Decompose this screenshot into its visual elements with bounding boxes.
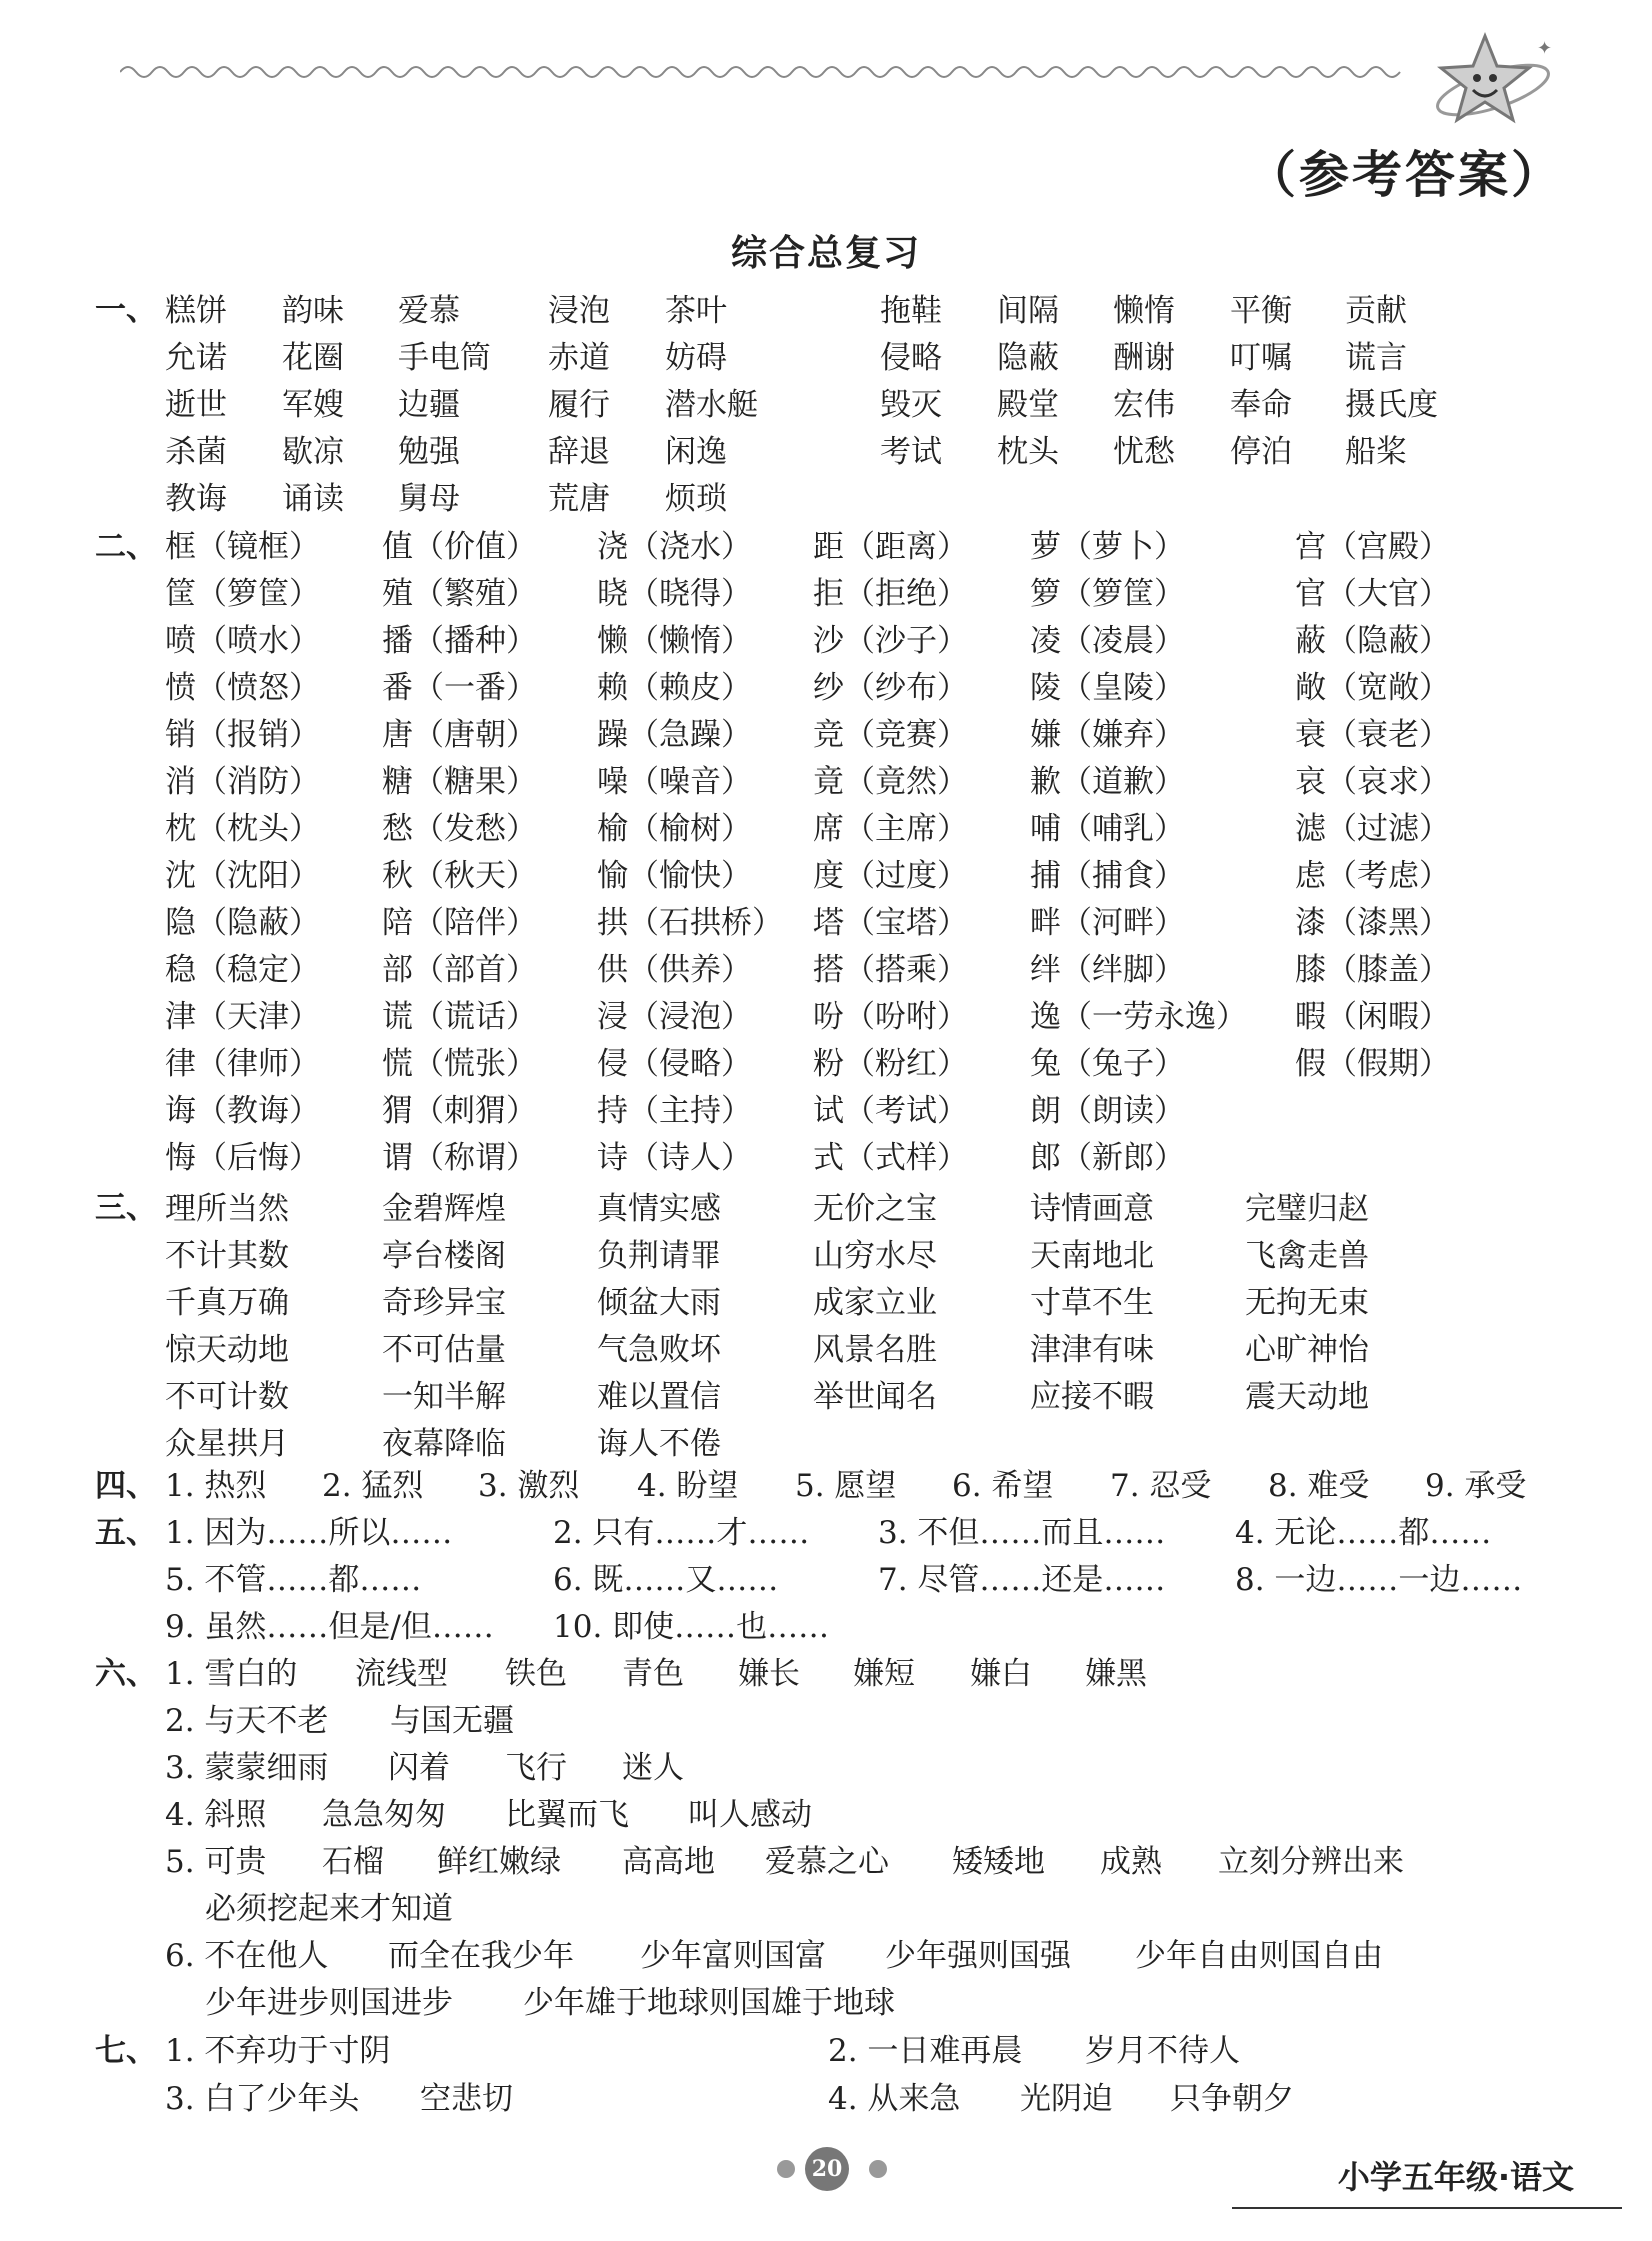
char-word-pair: 膝（膝盖） (1295, 952, 1450, 988)
char-word-pair: 漆（漆黑） (1295, 905, 1450, 941)
fill-in-answer: 嫌短 (853, 1656, 915, 1692)
char-word-pair: 诗（诗人） (597, 1140, 752, 1176)
fill-in-answer: 叫人感动 (688, 1797, 812, 1833)
char-word-pair: 猬（刺猬） (382, 1093, 537, 1129)
idiom: 不可估量 (382, 1332, 506, 1368)
char-word-pair: 谓（称谓） (382, 1140, 537, 1176)
char-word-pair: 陵（皇陵） (1030, 670, 1185, 706)
fill-in-answer: 急急匆匆 (322, 1797, 446, 1833)
idiom: 难以置信 (597, 1379, 721, 1415)
conjunction-pair: 8. 一边……一边…… (1235, 1562, 1523, 1598)
vocab-word: 懒惰 (1113, 293, 1175, 329)
char-word-pair: 稳（稳定） (165, 952, 320, 988)
conjunction-pair: 2. 只有……才…… (553, 1515, 810, 1551)
numbered-answer: 9. 承受 (1425, 1468, 1527, 1504)
vocab-word: 忧愁 (1113, 434, 1175, 470)
fill-in-answer: 嫌黑 (1085, 1656, 1147, 1692)
idiom: 津津有味 (1030, 1332, 1154, 1368)
char-word-pair: 敞（宽敞） (1295, 670, 1450, 706)
char-word-pair: 粉（粉红） (813, 1046, 968, 1082)
char-word-pair: 隐（隐蔽） (165, 905, 320, 941)
part-label: 六、 (95, 1656, 157, 1692)
idiom: 不计其数 (165, 1238, 289, 1274)
poem-line: 3. 白了少年头 (165, 2081, 360, 2117)
conjunction-pair: 10. 即使……也…… (553, 1609, 830, 1645)
fill-in-answer: 爱慕之心 (765, 1844, 889, 1880)
vocab-word: 爱慕 (398, 293, 460, 329)
char-word-pair: 悔（后悔） (165, 1140, 320, 1176)
numbered-answer: 1. 热烈 (165, 1468, 267, 1504)
idiom: 风景名胜 (813, 1332, 937, 1368)
vocab-word: 手电筒 (398, 340, 491, 376)
bullet-dot (777, 2160, 795, 2178)
fill-in-answer: 必须挖起来才知道 (205, 1891, 453, 1927)
fill-in-answer: 立刻分辨出来 (1218, 1844, 1404, 1880)
vocab-word: 履行 (548, 387, 610, 423)
char-word-pair: 竟（竟然） (813, 764, 968, 800)
char-word-pair: 逸（一劳永逸） (1030, 999, 1247, 1035)
poem-line: 光阴迫 (1020, 2081, 1113, 2117)
char-word-pair: 哺（哺乳） (1030, 811, 1185, 847)
char-word-pair: 律（律师） (165, 1046, 320, 1082)
char-word-pair: 沙（沙子） (813, 623, 968, 659)
char-word-pair: 枕（枕头） (165, 811, 320, 847)
idiom: 完璧归赵 (1245, 1191, 1369, 1227)
vocab-word: 侵略 (880, 340, 942, 376)
numbered-answer: 5. 愿望 (795, 1468, 897, 1504)
char-word-pair: 箩（箩筐） (1030, 576, 1185, 612)
idiom: 诗情画意 (1030, 1191, 1154, 1227)
vocab-word: 间隔 (997, 293, 1059, 329)
idiom: 举世闻名 (813, 1379, 937, 1415)
vocab-word: 枕头 (997, 434, 1059, 470)
char-word-pair: 度（过度） (813, 858, 968, 894)
fill-in-answer: 矮矮地 (952, 1844, 1045, 1880)
vocab-word: 考试 (880, 434, 942, 470)
idiom: 寸草不生 (1030, 1285, 1154, 1321)
vocab-word: 军嫂 (282, 387, 344, 423)
idiom: 倾盆大雨 (597, 1285, 721, 1321)
fill-in-answer: 少年雄于地球则国雄于地球 (523, 1985, 895, 2021)
char-word-pair: 愤（愤怒） (165, 670, 320, 706)
conjunction-pair: 7. 尽管……还是…… (878, 1562, 1166, 1598)
poem-line: 空悲切 (420, 2081, 513, 2117)
poem-line: 4. 从来急 (828, 2081, 961, 2117)
vocab-word: 潜水艇 (665, 387, 758, 423)
vocab-word: 勉强 (398, 434, 460, 470)
vocab-word: 杀菌 (165, 434, 227, 470)
vocab-word: 歇凉 (282, 434, 344, 470)
answer-title: （参考答案） (1246, 146, 1564, 204)
fill-in-answer: 4. 斜照 (165, 1797, 267, 1833)
part-label: 七、 (95, 2033, 157, 2069)
char-word-pair: 拒（拒绝） (813, 576, 968, 612)
char-word-pair: 糖（糖果） (382, 764, 537, 800)
idiom: 山穷水尽 (813, 1238, 937, 1274)
idiom: 心旷神怡 (1245, 1332, 1369, 1368)
char-word-pair: 绊（绊脚） (1030, 952, 1185, 988)
vocab-word: 闲逸 (665, 434, 727, 470)
poem-line: 岁月不待人 (1085, 2033, 1240, 2069)
char-word-pair: 番（一番） (382, 670, 537, 706)
char-word-pair: 供（供养） (597, 952, 752, 988)
idiom: 真情实感 (597, 1191, 721, 1227)
section-title: 综合总复习 (730, 233, 921, 274)
idiom: 千真万确 (165, 1285, 289, 1321)
fill-in-answer: 闪着 (388, 1750, 450, 1786)
vocab-word: 荒唐 (548, 481, 610, 517)
char-word-pair: 蔽（隐蔽） (1295, 623, 1450, 659)
char-word-pair: 值（价值） (382, 529, 537, 565)
fill-in-answer: 5. 可贵 (165, 1844, 267, 1880)
char-word-pair: 畔（河畔） (1030, 905, 1185, 941)
vocab-word: 花圈 (282, 340, 344, 376)
svg-text:✦: ✦ (1537, 38, 1553, 59)
char-word-pair: 懒（懒惰） (597, 623, 752, 659)
page-number: 20 (805, 2147, 849, 2191)
fill-in-answer: 6. 不在他人 (165, 1938, 329, 1974)
fill-in-answer: 3. 蒙蒙细雨 (165, 1750, 329, 1786)
numbered-answer: 3. 激烈 (478, 1468, 580, 1504)
vocab-word: 浸泡 (548, 293, 610, 329)
conjunction-pair: 1. 因为……所以…… (165, 1515, 453, 1551)
fill-in-answer: 青色 (622, 1656, 684, 1692)
char-word-pair: 歉（道歉） (1030, 764, 1185, 800)
idiom: 亭台楼阁 (382, 1238, 506, 1274)
char-word-pair: 纱（纱布） (813, 670, 968, 706)
fill-in-answer: 与国无疆 (390, 1703, 514, 1739)
char-word-pair: 殖（繁殖） (382, 576, 537, 612)
char-word-pair: 嫌（嫌弃） (1030, 717, 1185, 753)
char-word-pair: 哀（哀求） (1295, 764, 1450, 800)
idiom: 天南地北 (1030, 1238, 1154, 1274)
conjunction-pair: 6. 既……又…… (553, 1562, 779, 1598)
vocab-word: 殿堂 (997, 387, 1059, 423)
footer-rule (1232, 2207, 1622, 2209)
char-word-pair: 诲（教诲） (165, 1093, 320, 1129)
char-word-pair: 兔（兔子） (1030, 1046, 1185, 1082)
char-word-pair: 谎（谎话） (382, 999, 537, 1035)
char-word-pair: 沈（沈阳） (165, 858, 320, 894)
idiom: 诲人不倦 (597, 1426, 721, 1462)
fill-in-answer: 比翼而飞 (505, 1797, 629, 1833)
vocab-word: 船桨 (1345, 434, 1407, 470)
char-word-pair: 拱（石拱桥） (597, 905, 783, 941)
fill-in-answer: 高高地 (622, 1844, 715, 1880)
char-word-pair: 式（式样） (813, 1140, 968, 1176)
idiom: 气急败坏 (597, 1332, 721, 1368)
fill-in-answer: 少年进步则国进步 (205, 1985, 453, 2021)
vocab-word: 教诲 (165, 481, 227, 517)
char-word-pair: 唐（唐朝） (382, 717, 537, 753)
vocab-word: 舅母 (398, 481, 460, 517)
char-word-pair: 官（大官） (1295, 576, 1450, 612)
vocab-word: 贡献 (1345, 293, 1407, 329)
numbered-answer: 8. 难受 (1268, 1468, 1370, 1504)
conjunction-pair: 9. 虽然……但是/但…… (165, 1609, 494, 1645)
vocab-word: 叮嘱 (1230, 340, 1292, 376)
vocab-word: 拖鞋 (880, 293, 942, 329)
fill-in-answer: 鲜红嫩绿 (437, 1844, 561, 1880)
idiom: 惊天动地 (165, 1332, 289, 1368)
fill-in-answer: 飞行 (505, 1750, 567, 1786)
vocab-word: 赤道 (548, 340, 610, 376)
char-word-pair: 塔（宝塔） (813, 905, 968, 941)
fill-in-answer: 嫌长 (738, 1656, 800, 1692)
char-word-pair: 框（镜框） (165, 529, 320, 565)
vocab-word: 辞退 (548, 434, 610, 470)
char-word-pair: 愁（发愁） (382, 811, 537, 847)
part-label: 二、 (95, 529, 157, 565)
vocab-word: 隐蔽 (997, 340, 1059, 376)
fill-in-answer: 成熟 (1100, 1844, 1162, 1880)
vocab-word: 摄氏度 (1345, 387, 1438, 423)
vocab-word: 茶叶 (665, 293, 727, 329)
char-word-pair: 津（天津） (165, 999, 320, 1035)
char-word-pair: 部（部首） (382, 952, 537, 988)
vocab-word: 边疆 (398, 387, 460, 423)
fill-in-answer: 少年强则国强 (885, 1938, 1071, 1974)
vocab-word: 诵读 (282, 481, 344, 517)
char-word-pair: 试（考试） (813, 1093, 968, 1129)
idiom: 无价之宝 (813, 1191, 937, 1227)
numbered-answer: 2. 猛烈 (322, 1468, 424, 1504)
char-word-pair: 浇（浇水） (597, 529, 752, 565)
conjunction-pair: 4. 无论……都…… (1235, 1515, 1492, 1551)
char-word-pair: 凌（凌晨） (1030, 623, 1185, 659)
poem-line: 只争朝夕 (1170, 2081, 1294, 2117)
fill-in-answer: 石榴 (322, 1844, 384, 1880)
char-word-pair: 赖（赖皮） (597, 670, 752, 706)
footer-grade-subject: 小学五年级·语文 (1337, 2158, 1574, 2196)
char-word-pair: 席（主席） (813, 811, 968, 847)
numbered-answer: 6. 希望 (952, 1468, 1054, 1504)
idiom: 理所当然 (165, 1191, 289, 1227)
vocab-word: 宏伟 (1113, 387, 1175, 423)
char-word-pair: 晓（晓得） (597, 576, 752, 612)
numbered-answer: 7. 忍受 (1110, 1468, 1212, 1504)
fill-in-answer: 铁色 (505, 1656, 567, 1692)
fill-in-answer: 而全在我少年 (388, 1938, 574, 1974)
idiom: 应接不暇 (1030, 1379, 1154, 1415)
char-word-pair: 播（播种） (382, 623, 537, 659)
char-word-pair: 筐（箩筐） (165, 576, 320, 612)
char-word-pair: 愉（愉快） (597, 858, 752, 894)
fill-in-answer: 1. 雪白的 (165, 1656, 298, 1692)
vocab-word: 谎言 (1345, 340, 1407, 376)
vocab-word: 烦琐 (665, 481, 727, 517)
char-word-pair: 竞（竞赛） (813, 717, 968, 753)
idiom: 震天动地 (1245, 1379, 1369, 1415)
bullet-dot (869, 2160, 887, 2178)
char-word-pair: 陪（陪伴） (382, 905, 537, 941)
idiom: 负荆请罪 (597, 1238, 721, 1274)
char-word-pair: 销（报销） (165, 717, 320, 753)
part-label: 三、 (95, 1190, 157, 1226)
char-word-pair: 秋（秋天） (382, 858, 537, 894)
char-word-pair: 榆（榆树） (597, 811, 752, 847)
char-word-pair: 假（假期） (1295, 1046, 1450, 1082)
conjunction-pair: 5. 不管……都…… (165, 1562, 422, 1598)
fill-in-answer: 少年富则国富 (640, 1938, 826, 1974)
char-word-pair: 躁（急躁） (597, 717, 752, 753)
vocab-word: 奉命 (1230, 387, 1292, 423)
idiom: 一知半解 (382, 1379, 506, 1415)
char-word-pair: 衰（衰老） (1295, 717, 1450, 753)
fill-in-answer: 嫌白 (970, 1656, 1032, 1692)
fill-in-answer: 2. 与天不老 (165, 1703, 329, 1739)
char-word-pair: 郎（新郎） (1030, 1140, 1185, 1176)
idiom: 不可计数 (165, 1379, 289, 1415)
idiom: 无拘无束 (1245, 1285, 1369, 1321)
char-word-pair: 噪（噪音） (597, 764, 752, 800)
idiom: 成家立业 (813, 1285, 937, 1321)
idiom: 众星拱月 (165, 1426, 289, 1462)
part-label: 四、 (95, 1468, 157, 1504)
char-word-pair: 慌（慌张） (382, 1046, 537, 1082)
vocab-word: 妨碍 (665, 340, 727, 376)
char-word-pair: 吩（吩咐） (813, 999, 968, 1035)
vocab-word: 酬谢 (1113, 340, 1175, 376)
vocab-word: 韵味 (282, 293, 344, 329)
idiom: 奇珍异宝 (382, 1285, 506, 1321)
char-word-pair: 距（距离） (813, 529, 968, 565)
idiom: 夜幕降临 (382, 1426, 506, 1462)
char-word-pair: 朗（朗读） (1030, 1093, 1185, 1129)
smiling-star-icon (1425, 28, 1565, 138)
vocab-word: 允诺 (165, 340, 227, 376)
char-word-pair: 捕（捕食） (1030, 858, 1185, 894)
part-label: 一、 (95, 292, 157, 328)
poem-line: 1. 不弃功于寸阴 (165, 2033, 391, 2069)
char-word-pair: 滤（过滤） (1295, 811, 1450, 847)
idiom: 金碧辉煌 (382, 1191, 506, 1227)
char-word-pair: 浸（浸泡） (597, 999, 752, 1035)
char-word-pair: 持（主持） (597, 1093, 752, 1129)
vocab-word: 逝世 (165, 387, 227, 423)
char-word-pair: 侵（侵略） (597, 1046, 752, 1082)
char-word-pair: 萝（萝卜） (1030, 529, 1185, 565)
char-word-pair: 宫（宫殿） (1295, 529, 1450, 565)
wavy-divider (120, 60, 1410, 84)
fill-in-answer: 流线型 (355, 1656, 448, 1692)
vocab-word: 平衡 (1230, 293, 1292, 329)
poem-line: 2. 一日难再晨 (828, 2033, 1023, 2069)
char-word-pair: 喷（喷水） (165, 623, 320, 659)
char-word-pair: 搭（搭乘） (813, 952, 968, 988)
part-label: 五、 (95, 1515, 157, 1551)
numbered-answer: 4. 盼望 (637, 1468, 739, 1504)
fill-in-answer: 迷人 (622, 1750, 684, 1786)
char-word-pair: 虑（考虑） (1295, 858, 1450, 894)
fill-in-answer: 少年自由则国自由 (1135, 1938, 1383, 1974)
vocab-word: 停泊 (1230, 434, 1292, 470)
char-word-pair: 消（消防） (165, 764, 320, 800)
char-word-pair: 暇（闲暇） (1295, 999, 1450, 1035)
conjunction-pair: 3. 不但……而且…… (878, 1515, 1166, 1551)
vocab-word: 毁灭 (880, 387, 942, 423)
vocab-word: 糕饼 (165, 293, 227, 329)
idiom: 飞禽走兽 (1245, 1238, 1369, 1274)
